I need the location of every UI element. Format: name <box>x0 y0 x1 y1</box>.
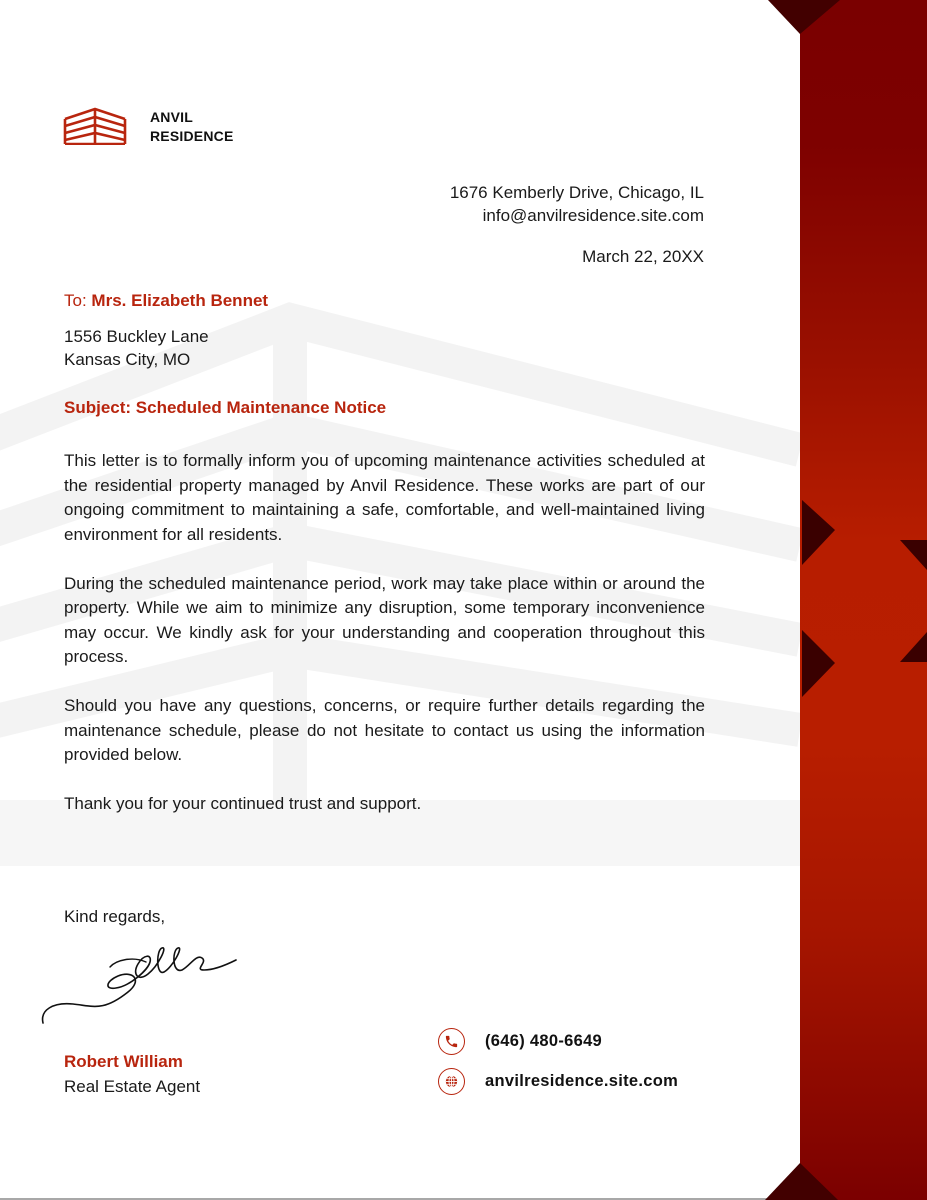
right-notch-upper <box>900 540 927 570</box>
globe-icon <box>438 1068 465 1095</box>
sidebar-decoration <box>760 0 927 1200</box>
sender-email[interactable]: info@anvilresidence.site.com <box>482 206 704 225</box>
body-paragraph: This letter is to formally inform you of upcoming maintenance activities scheduled at the residential property managed by Anvil Residence. These works are part of our ongoing commitment to maintaining a safe, comfortable, and well-maintained living environment for all residents. <box>64 451 705 544</box>
letter-body <box>64 449 705 841</box>
right-notch-lower <box>900 632 927 662</box>
left-notch-lower <box>802 630 835 697</box>
recipient-name: Mrs. Elizabeth Bennet <box>91 291 269 310</box>
signature-image <box>38 940 243 1025</box>
brand-line-2: RESIDENCE <box>150 128 234 144</box>
brand-line-1: ANVIL <box>150 109 193 125</box>
top-notch-shape <box>768 0 840 34</box>
closing-phrase: Kind regards, <box>64 907 166 926</box>
brand-name <box>150 108 233 146</box>
body-paragraph: Should you have any questions, concerns, or require further details regarding the maintenance schedule, please do not hesitate to contact us using the information provided below. <box>64 696 705 764</box>
to-label: To: <box>64 291 87 310</box>
body-paragraph: During the scheduled maintenance period, work may take place within or around the property. While we aim to minimize any disruption, some temporary inconvenience may occur. We kindly ask for your understanding and cooperation throughout this process. <box>64 573 705 666</box>
letter-subject: Subject: Scheduled Maintenance Notice <box>64 398 387 417</box>
signer-name: Robert William <box>64 1052 183 1071</box>
bottom-notch-shape <box>765 1163 838 1200</box>
recipient-address-line-2: Kansas City, MO <box>64 350 191 369</box>
recipient-address-line-1: 1556 Buckley Lane <box>64 327 209 346</box>
recipient-line <box>64 289 268 312</box>
building-icon <box>63 107 127 145</box>
phone-number[interactable]: (646) 480-6649 <box>485 1032 603 1050</box>
website-url[interactable]: anvilresidence.site.com <box>485 1072 679 1090</box>
contact-phone[interactable] <box>438 1028 602 1055</box>
contact-website[interactable] <box>438 1068 678 1095</box>
phone-icon <box>438 1028 465 1055</box>
body-paragraph: Thank you for your continued trust and support. <box>64 794 422 813</box>
letter-date: March 22, 20XX <box>582 247 704 266</box>
left-notch-upper <box>802 500 835 565</box>
sender-address: 1676 Kemberly Drive, Chicago, IL <box>449 183 704 202</box>
sender-info <box>450 181 704 227</box>
recipient-address <box>64 325 209 371</box>
signer-title: Real Estate Agent <box>64 1077 201 1096</box>
